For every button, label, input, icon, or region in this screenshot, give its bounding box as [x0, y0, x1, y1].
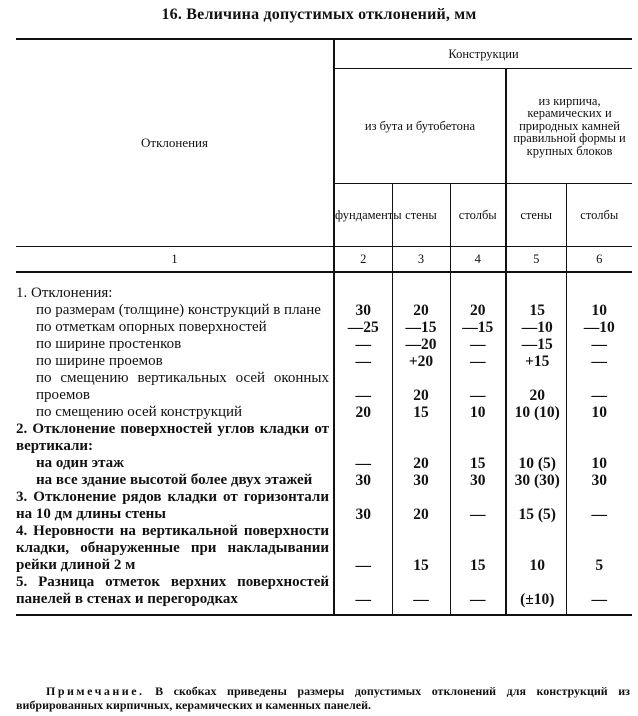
table-row	[16, 302, 632, 319]
row-label: по смещению осей конструкций	[36, 404, 243, 420]
row-label: 3. Отклонение рядов кладки от горизонтали на 10 дм длины стены	[16, 489, 329, 522]
table-row	[16, 285, 632, 302]
row-value: 20	[392, 489, 450, 523]
row-value: —	[334, 455, 392, 472]
row-label: по отметкам опорных поверхностей	[36, 319, 267, 335]
row-value: —	[334, 353, 392, 370]
table-row	[16, 455, 632, 472]
row-value	[450, 421, 506, 455]
row-value: —	[450, 574, 506, 608]
deviations-table	[16, 38, 632, 616]
row-value: —20	[392, 336, 450, 353]
row-value: 15	[450, 523, 506, 574]
row-value: —15	[506, 336, 566, 353]
table-body	[16, 285, 632, 608]
row-value: 20	[450, 302, 506, 319]
row-value: —	[392, 574, 450, 608]
col-number: 4	[450, 247, 506, 273]
header-group-rubble: из бута и бутобетона	[334, 69, 506, 184]
row-value	[450, 285, 506, 302]
row-value: 10	[566, 455, 632, 472]
row-value: —10	[566, 319, 632, 336]
row-value: 10	[506, 523, 566, 574]
row-value: —	[450, 370, 506, 404]
row-value: —15	[392, 319, 450, 336]
note-text: В скобках приведены размеры допустимых отклонений для конструкций из вибрированных кирпичных, керамических и каменных панелей.	[16, 684, 630, 712]
row-value: —15	[450, 319, 506, 336]
table-row	[16, 319, 632, 336]
row-value: 30	[334, 302, 392, 319]
col-number: 3	[392, 247, 450, 273]
header-constructions: Конструкции	[334, 39, 632, 69]
header-deviations: Отклонения	[16, 39, 334, 247]
table-row	[16, 574, 632, 608]
row-value: 10	[566, 404, 632, 421]
row-value: 20	[392, 302, 450, 319]
header-col-pillars-2: столбы	[566, 184, 632, 247]
row-value	[392, 285, 450, 302]
row-value: —25	[334, 319, 392, 336]
row-value	[506, 421, 566, 455]
row-value: 20	[334, 404, 392, 421]
row-value: +20	[392, 353, 450, 370]
row-label: на один этаж	[36, 455, 124, 471]
header-col-walls-2: стены	[506, 184, 566, 247]
table-row	[16, 336, 632, 353]
row-value: —10	[506, 319, 566, 336]
row-value: —	[450, 336, 506, 353]
row-value: 30	[334, 472, 392, 489]
header-group-brick: из кирпича, керамических и природных камней правильной формы и крупных блоков	[506, 69, 632, 184]
row-label: по ширине простенков	[36, 336, 182, 352]
row-value: (±10)	[506, 574, 566, 608]
row-value	[392, 421, 450, 455]
col-number: 5	[506, 247, 566, 273]
table-row	[16, 472, 632, 489]
row-label: 4. Неровности на вертикальной поверхности кладки, обнаруженные при накладывании рейки длиной 2 м	[16, 523, 329, 573]
row-value: 10	[566, 302, 632, 319]
row-value	[334, 285, 392, 302]
row-label: по смещению вертикальных осей оконных проемов	[36, 370, 329, 403]
header-col-foundations-label: фундаменты	[335, 207, 402, 222]
row-label: по размерам (толщине) конструкций в плане	[36, 302, 321, 318]
row-value: 10 (10)	[506, 404, 566, 421]
row-value	[566, 421, 632, 455]
row-value: 30 (30)	[506, 472, 566, 489]
header-col-walls-1: стены	[392, 184, 450, 247]
row-value: —	[334, 336, 392, 353]
row-value: —	[566, 489, 632, 523]
table-row	[16, 404, 632, 421]
row-value	[334, 421, 392, 455]
row-value: 10 (5)	[506, 455, 566, 472]
row-value: —	[566, 353, 632, 370]
row-value	[566, 285, 632, 302]
row-label: 1. Отклонения:	[16, 285, 113, 301]
row-value	[506, 285, 566, 302]
table-title: 16. Величина допустимых отклонений, мм	[161, 6, 477, 23]
row-value: 30	[566, 472, 632, 489]
row-value: 20	[392, 370, 450, 404]
col-number: 1	[171, 251, 178, 266]
row-value: —	[566, 336, 632, 353]
row-value: 30	[334, 489, 392, 523]
table-row	[16, 421, 632, 455]
row-value: —	[566, 574, 632, 608]
row-value: 5	[566, 523, 632, 574]
header-col-pillars-1: столбы	[450, 184, 506, 247]
row-value: —	[450, 353, 506, 370]
row-value: 30	[392, 472, 450, 489]
row-value: 20	[392, 455, 450, 472]
row-value: 15 (5)	[506, 489, 566, 523]
header-col-foundations	[334, 184, 402, 247]
col-number: 6	[566, 247, 632, 273]
col-number: 2	[334, 247, 392, 273]
table-row	[16, 523, 632, 574]
row-label: 5. Разница отметок верхних поверхностей панелей в стенах и перегородках	[16, 574, 329, 607]
row-label: по ширине проемов	[36, 353, 163, 369]
row-value: —	[334, 574, 392, 608]
row-value: 15	[392, 404, 450, 421]
row-value: —	[450, 489, 506, 523]
row-value: —	[334, 523, 392, 574]
table-row	[16, 353, 632, 370]
row-value: 15	[392, 523, 450, 574]
row-value: —	[566, 370, 632, 404]
row-value: 30	[450, 472, 506, 489]
row-label: на все здание высотой более двух этажей	[36, 472, 313, 488]
row-value: 20	[506, 370, 566, 404]
row-value: —	[334, 370, 392, 404]
table-row	[16, 370, 632, 404]
row-label: 2. Отклонение поверхностей углов кладки от вертикали:	[16, 421, 329, 454]
row-value: +15	[506, 353, 566, 370]
row-value: 10	[450, 404, 506, 421]
table-note	[16, 684, 630, 712]
note-lead: Примечание.	[46, 684, 145, 698]
row-value: 15	[506, 302, 566, 319]
table-row	[16, 489, 632, 523]
row-value: 15	[450, 455, 506, 472]
